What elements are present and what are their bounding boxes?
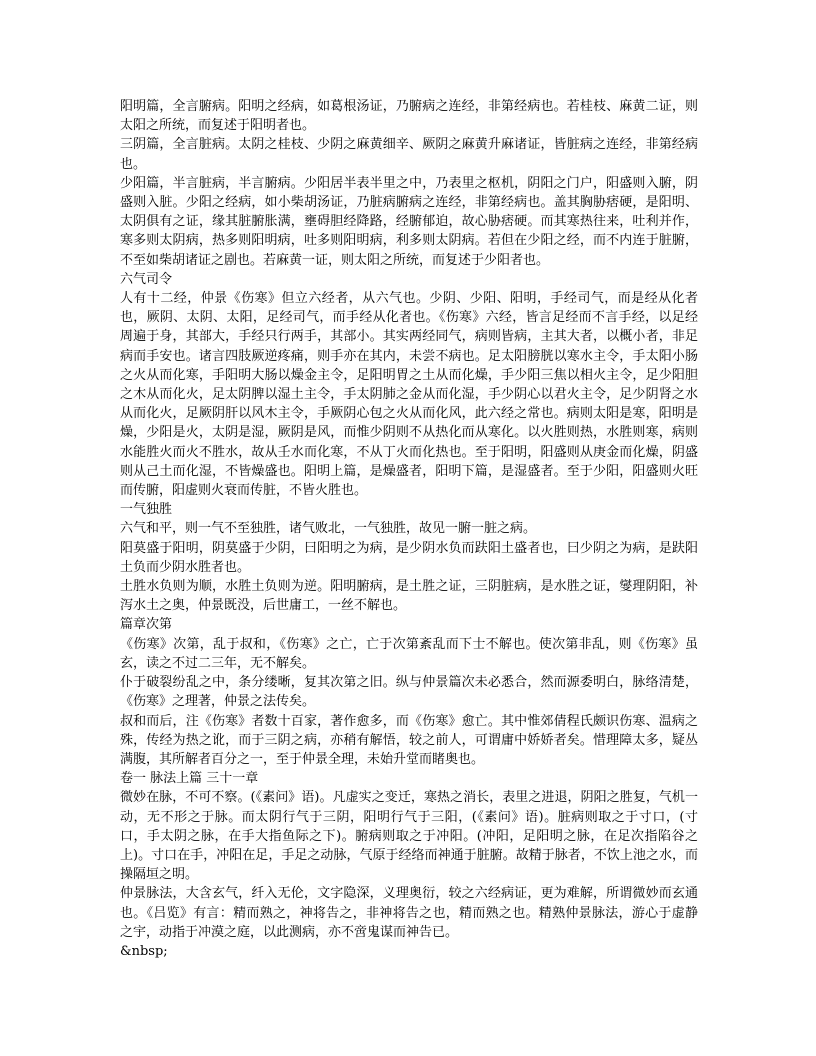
paragraph-six-qi: 人有十二经，仲景《伤寒》但立六经者，从六气也。少阴、少阳、阳明，手经司气，而是经从化者也，厥阴、太阴、太阳，足经司气，而手经从化者也。《伤寒》六经，皆言足经而不言手经，以足经周遍于身，其部大，手经只行两手，其部小。其实两经同气，病则皆病，主其大者，以概小者，非足病而手安也。诸言四肢厥逆疼痛，则手亦在其内，未尝不病也。足太阳膀胱以寒水主令，手太阳小肠之火从而化寒，手阳明大肠以燥金主令，足阳明胃之土从而化燥，手少阳三焦以相火主令，足少阳胆之木从而化火，足太阴脾以湿土主令，手太阴肺之金从而化湿，手少阴心以君火主令，足少阴肾之水从而化火，足厥阴肝以风木主令，手厥阴心包之火从而化风，此六经之常也。病则太阳是寒，阳明是燥，少阳是火，太阴是湿，厥阴是风，而惟少阴则不从热化而从寒化。以火胜则热，水胜则寒，病则水能胜火而火不胜水，故从壬水而化寒，不从丁火而化热也。至于阳明，阳盛则从庚金而化燥，阴盛则从己土而化湿，不皆燥盛也。阳明上篇，是燥盛者，阳明下篇，是湿盛者。至于少阳，阳盛则火旺而传腑，阳虚则火衰而传脏，不皆火胜也。 [120, 291, 698, 499]
paragraph-trailing-entity: &nbsp; [120, 943, 168, 959]
document-page [120, 97, 698, 961]
paragraph-pulse-1: 微妙在脉，不可不察。(《素问》语)。凡虚实之变迁，寒热之消长，表里之进退，阴阳之胜复，气机一动，无不形之于脉。而太阴行气于三阴，阳明行气于三阳，(《素问》语)。脏病则取之于寸口，(寸口，手太阴之脉，在手大指鱼际之下)。腑病则取之于冲阳。(冲阳，足阳明之脉，在足次指陷谷之上)。寸口在手，冲阳在足，手足之动脉，气原于经络而神通于脏腑。故精于脉者，不饮上池之水，而操隔垣之明。 [120, 790, 698, 883]
paragraph-chapter-order-2: 仆于破裂纷乱之中，条分缕晰，复其次第之旧。纵与仲景篇次未必悉合，然而源委明白，脉络清楚，《伤寒》之理著，仲景之法传矣。 [120, 675, 698, 710]
paragraph-one-qi-3: 土胜水负则为顺，水胜土负则为逆。阳明腑病，是土胜之证，三阴脏病，是水胜之证，燮理阴阳，补泻水土之奥，仲景既没，后世庸工，一丝不解也。 [120, 579, 698, 614]
paragraph-yangming-chapter: 阳明篇，全言腑病。阳明之经病，如葛根汤证，乃腑病之连经，非第经病也。若桂枝、麻黄二证，则太阳之所统，而复述于阳明者也。 [120, 99, 698, 134]
paragraph-pulse-2: 仲景脉法，大含玄气，纤入无伦，文字隐深，义理奥衍，较之六经病证，更为难解，所谓微妙而玄通也。《吕览》有言：精而熟之，神将告之，非神将告之也，精而熟之也。精熟仲景脉法，游心于虚静之宇，动指于冲漠之庭，以此测病，亦不啻鬼谋而神告已。 [120, 886, 698, 940]
paragraph-three-yin-chapter: 三阴篇，全言脏病。太阴之桂枝、少阴之麻黄细辛、厥阴之麻黄升麻诸证，皆脏病之连经，非第经病也。 [120, 137, 698, 172]
section-heading-one-qi: 一气独胜 [120, 502, 173, 518]
section-heading-volume-one: 卷一 脉法上篇 三十一章 [120, 771, 259, 787]
paragraph-shaoyang-chapter: 少阳篇，半言脏病，半言腑病。少阳居半表半里之中，乃表里之枢机，阴阳之门户，阳盛则入腑，阴盛则入脏。少阳之经病，如小柴胡汤证，乃脏病腑病之连经，非第经病也。盖其胸胁痞硬，是阳明、太阴俱有之证，缘其脏腑胀满，壅碍胆经降路，经腑郁迫，故心胁痞硬。而其寒热往来，吐利并作，寒多则太阴病，热多则阳明病，吐多则阳明病，利多则太阴病。若但在少阳之经，而不内连于脏腑，不至如柴胡诸证之剧也。若麻黄一证，则太阳之所统，而复述于少阳者也。 [120, 175, 698, 268]
paragraph-one-qi-1: 六气和平，则一气不至独胜，诸气败北，一气独胜，故见一腑一脏之病。 [120, 521, 537, 537]
paragraph-one-qi-2: 阳莫盛于阳明，阴莫盛于少阴，曰阳明之为病，是少阴水负而趺阳土盛者也，曰少阴之为病，是趺阳土负而少阴水胜者也。 [120, 540, 698, 575]
section-heading-six-qi: 六气司令 [120, 271, 173, 287]
paragraph-chapter-order-1: 《伤寒》次第，乱于叔和，《伤寒》之亡，亡于次第紊乱而下士不解也。使次第非乱，则《伤寒》虽玄，读之不过二三年，无不解矣。 [120, 636, 698, 671]
paragraph-chapter-order-3: 叔和而后，注《伤寒》者数十百家，著作愈多，而《伤寒》愈亡。其中惟郊倩程氏颇识伤寒、温病之殊，传经为热之讹，而于三阴之病，亦稍有解悟，较之前人，可谓庸中娇娇者矣。惜理障太多，疑丛满腹，其所解者百分之一，至于仲景全理，未始升堂而睹奥也。 [120, 713, 698, 767]
section-heading-chapter-order: 篇章次第 [120, 617, 173, 633]
